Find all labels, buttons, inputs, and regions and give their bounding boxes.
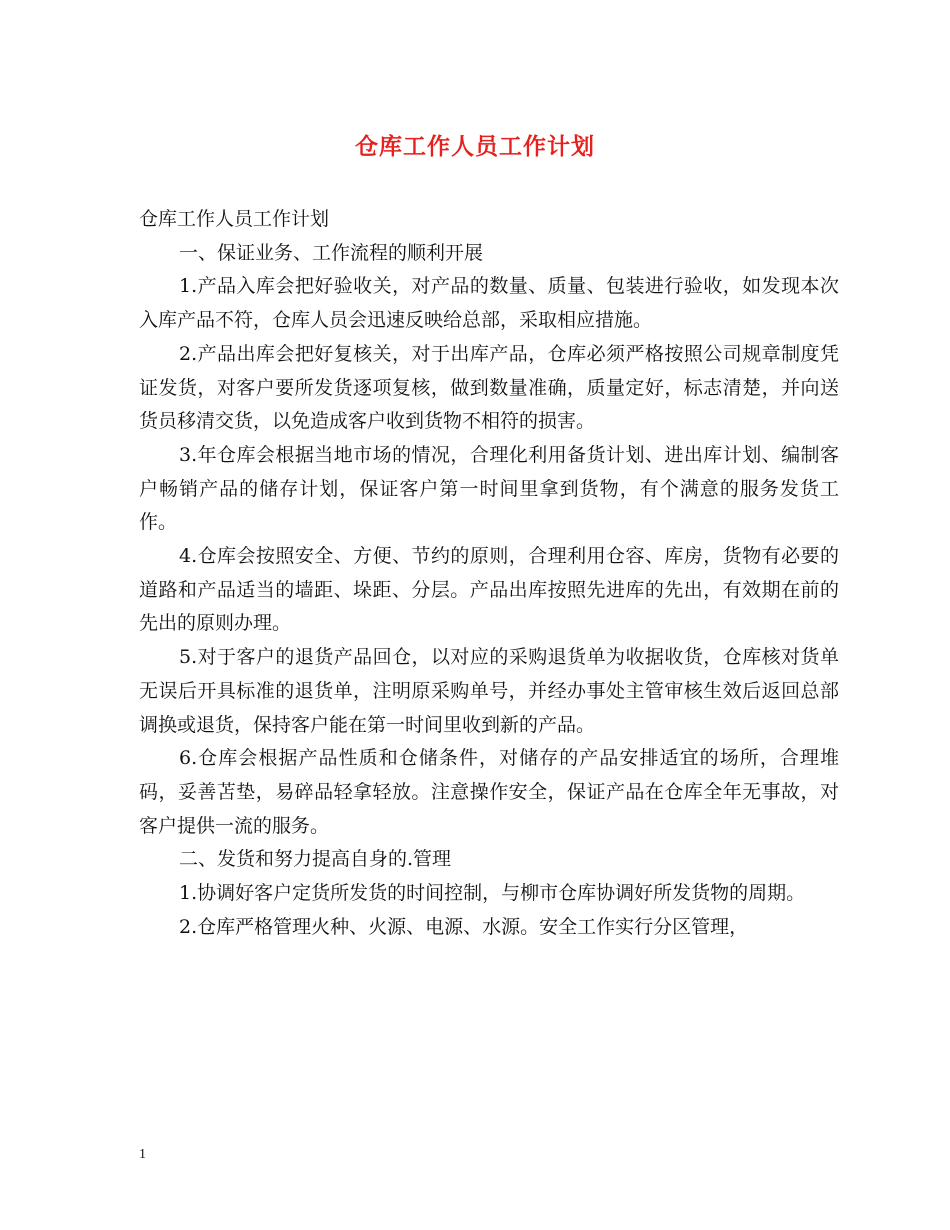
page-number: 1 (139, 1147, 146, 1162)
section-heading-1: 一、保证业务、工作流程的顺利开展 (179, 241, 484, 264)
body-paragraph: 5.对于客户的退货产品回仓，以对应的采购退货单为收据收货，仓库核对货单无误后开具标准的退货单，注明原采购单号，并经办事处主管审核生效后返回总部调换或退货，保持客户能在第一时间里收到新的产品。 (139, 646, 839, 736)
document-title: 仓库工作人员工作计划 (355, 133, 595, 160)
body-paragraph: 1.协调好客户定货所发货的时间控制，与柳市仓库协调好所发货物的周期。 (179, 882, 806, 905)
body-paragraph: 6.仓库会根据产品性质和仓储条件，对储存的产品安排适宜的场所，合理堆码，妥善苫垫，易碎品轻拿轻放。注意操作安全，保证产品在仓库全年无事故，对客户提供一流的服务。 (139, 747, 839, 837)
body-paragraph-heading: 仓库工作人员工作计划 (139, 208, 330, 230)
body-paragraph: 2.仓库严格管理火种、火源、电源、水源。安全工作实行分区管理， (179, 915, 749, 938)
section-heading-2: 二、发货和努力提高自身的.管理 (179, 848, 452, 871)
body-paragraph: 2.产品出库会把好复核关，对于出库产品，仓库必须严格按照公司规章制度凭证发货，对客户要所发货逐项复核，做到数量准确，质量定好，标志清楚，并向送货员移清交货，以免造成客户收到货物不相符的损害。 (139, 342, 839, 433)
body-paragraph: 3.年仓库会根据当地市场的情况，合理化利用备货计划、进出库计划、编制客户畅销产品的储存计划，保证客户第一时间里拿到货物，有个满意的服务发货工作。 (139, 443, 839, 534)
document-body (139, 203, 839, 944)
body-paragraph: 4.仓库会按照安全、方便、节约的原则，合理利用仓容、库房，货物有必要的道路和产品适当的墙距、垛距、分层。产品出库按照先进库的先出，有效期在前的先出的原则办理。 (139, 545, 839, 635)
body-paragraph: 1.产品入库会把好验收关，对产品的数量、质量、包装进行验收，如发现本次入库产品不符，仓库人员会迅速反映给总部，采取相应措施。 (139, 275, 839, 332)
